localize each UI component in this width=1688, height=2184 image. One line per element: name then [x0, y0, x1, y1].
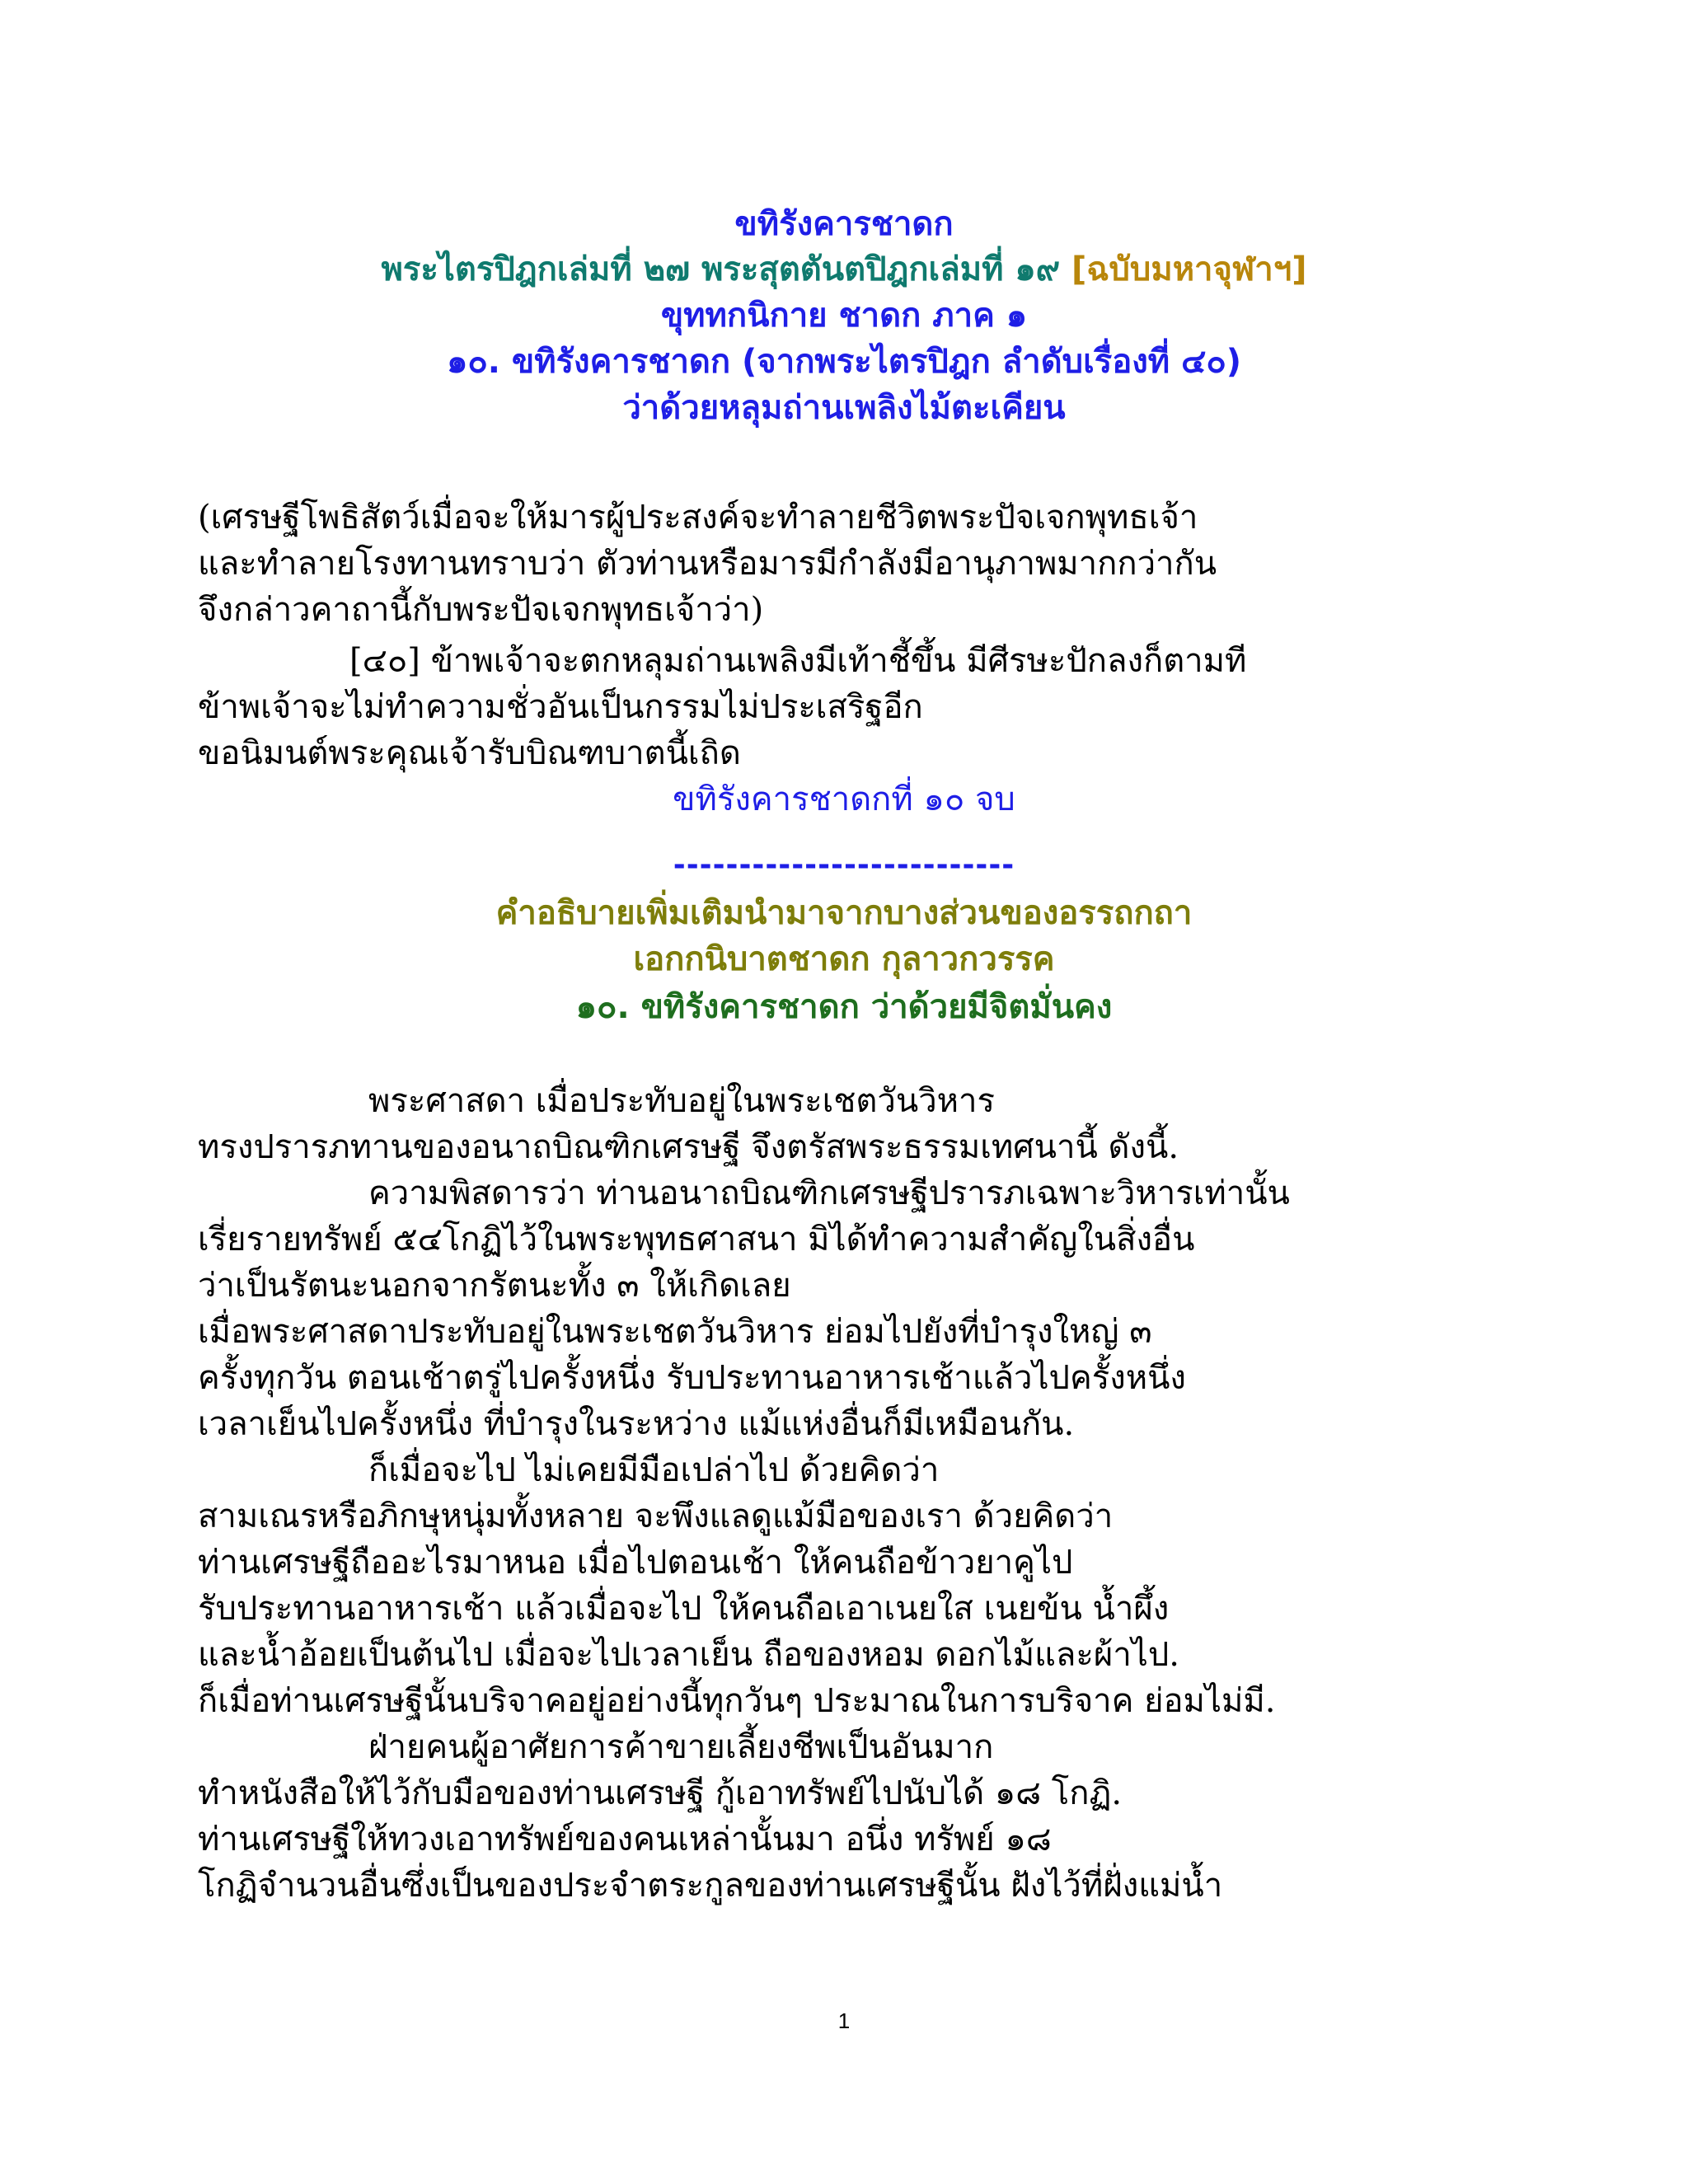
commentary-line: ก็เมื่อจะไป ไม่เคยมีมือเปล่าไป ด้วยคิดว่า	[368, 1451, 940, 1489]
commentary-line: ฝ่ายคนผู้อาศัยการค้าขายเลี้ยงชีพเป็นอันมาก	[368, 1728, 994, 1766]
verse-line: [๔๐] ข้าพเจ้าจะตกหลุมถ่านเพลิงมีเท้าชี้ขึ้น มีศีรษะปักลงก็ตามที	[349, 642, 1247, 680]
section-divider: --------------------------	[673, 848, 1015, 882]
story-title: ๑๐. ขทิรังคารชาดก (จากพระไตรปิฎก ลำดับเรื่องที่ ๔๐)	[446, 343, 1242, 381]
commentary-line: ท่านเศรษฐีให้ทวงเอาทรัพย์ของคนเหล่านั้นมา อนึ่ง ทรัพย์ ๑๘	[198, 1821, 1052, 1858]
commentary-line: สามเณรหรือภิกษุหนุ่มทั้งหลาย จะพึงแลดูแม้มือของเรา ด้วยคิดว่า	[198, 1497, 1114, 1535]
page-number: 1	[837, 2008, 851, 2033]
commentary-line: ความพิสดารว่า ท่านอนาถบิณฑิกเศรษฐีปรารภเฉพาะวิหารเท่านั้น	[368, 1174, 1290, 1212]
commentary-line: โกฏิจำนวนอื่นซึ่งเป็นของประจำตระกูลของท่านเศรษฐีนั้น ฝังไว้ที่ฝั่งแม่น้ำ	[198, 1867, 1223, 1905]
document-subtitle	[0, 248, 1688, 291]
commentary-heading: คำอธิบายเพิ่มเติมนำมาจากบางส่วนของอรรถกถา	[495, 894, 1193, 932]
document-title: ขทิรังคารชาดก	[734, 205, 954, 243]
commentary-subheading: เอกกนิบาตชาดก กุลาวกวรรค	[633, 940, 1055, 978]
end-marker: ขทิรังคารชาดกที่ ๑๐ จบ	[673, 780, 1015, 818]
subtitle-edition: [ฉบับมหาจุฬาฯ]	[1071, 251, 1307, 288]
commentary-line: ว่าเป็นรัตนะนอกจากรัตนะทั้ง ๓ ให้เกิดเลย	[198, 1267, 791, 1305]
commentary-line: ทรงปรารภทานของอนาถบิณฑิกเศรษฐี จึงตรัสพระธรรมเทศนานี้ ดังนี้.	[198, 1128, 1179, 1166]
subtitle-tipitaka: พระไตรปิฎกเล่มที่ ๒๗ พระสุตตันตปิฎกเล่มที่ ๑๙	[381, 251, 1072, 288]
commentary-line: พระศาสดา เมื่อประทับอยู่ในพระเชตวันวิหาร	[368, 1082, 995, 1120]
verse-intro-line: และทำลายโรงทานทราบว่า ตัวท่านหรือมารมีกำลังมีอานุภาพมากกว่ากัน	[198, 545, 1217, 583]
commentary-line: และน้ำอ้อยเป็นต้นไป เมื่อจะไปเวลาเย็น ถือของหอม ดอกไม้และผ้าไป.	[198, 1636, 1179, 1674]
collection-heading: ขุททกนิกาย ชาดก ภาค ๑	[660, 297, 1028, 335]
commentary-line: เวลาเย็นไปครั้งหนึ่ง ที่บำรุงในระหว่าง แม้แห่งอื่นก็มีเหมือนกัน.	[198, 1405, 1075, 1443]
verse-intro-line: (เศรษฐีโพธิสัตว์เมื่อจะให้มารผู้ประสงค์จะทำลายชีวิตพระปัจเจกพุทธเจ้า	[198, 499, 1198, 537]
commentary-line: ทำหนังสือให้ไว้กับมือของท่านเศรษฐี กู้เอาทรัพย์ไปนับได้ ๑๘ โกฏิ.	[198, 1774, 1123, 1812]
commentary-line: ท่านเศรษฐีถืออะไรมาหนอ เมื่อไปตอนเช้า ให้คนถือข้าวยาคูไป	[198, 1544, 1073, 1582]
verse-intro-line: จึงกล่าวคาถานี้กับพระปัจเจกพุทธเจ้าว่า)	[198, 591, 764, 629]
verse-line: ขอนิมนต์พระคุณเจ้ารับบิณฑบาตนี้เถิด	[198, 734, 741, 772]
commentary-story-title: ๑๐. ขทิรังคารชาดก ว่าด้วยมีจิตมั่นคง	[575, 988, 1113, 1026]
verse-line: ข้าพเจ้าจะไม่ทำความชั่วอันเป็นกรรมไม่ประเสริฐอีก	[198, 688, 923, 726]
commentary-line: เรี่ยรายทรัพย์ ๕๔โกฏิไว้ในพระพุทธศาสนา มิได้ทำความสำคัญในสิ่งอื่น	[198, 1221, 1195, 1258]
commentary-line: ครั้งทุกวัน ตอนเช้าตรู่ไปครั้งหนึ่ง รับประทานอาหารเช้าแล้วไปครั้งหนึ่ง	[198, 1359, 1186, 1397]
story-subtitle: ว่าด้วยหลุมถ่านเพลิงไม้ตะเคียน	[622, 389, 1066, 427]
commentary-line: ก็เมื่อท่านเศรษฐีนั้นบริจาคอยู่อย่างนี้ทุกวันๆ ประมาณในการบริจาค ย่อมไม่มี.	[198, 1682, 1276, 1720]
commentary-line: รับประทานอาหารเช้า แล้วเมื่อจะไป ให้คนถือเอาเนยใส เนยข้น น้ำผึ้ง	[198, 1590, 1170, 1628]
commentary-line: เมื่อพระศาสดาประทับอยู่ในพระเชตวันวิหาร ย่อมไปยังที่บำรุงใหญ่ ๓	[198, 1313, 1152, 1351]
